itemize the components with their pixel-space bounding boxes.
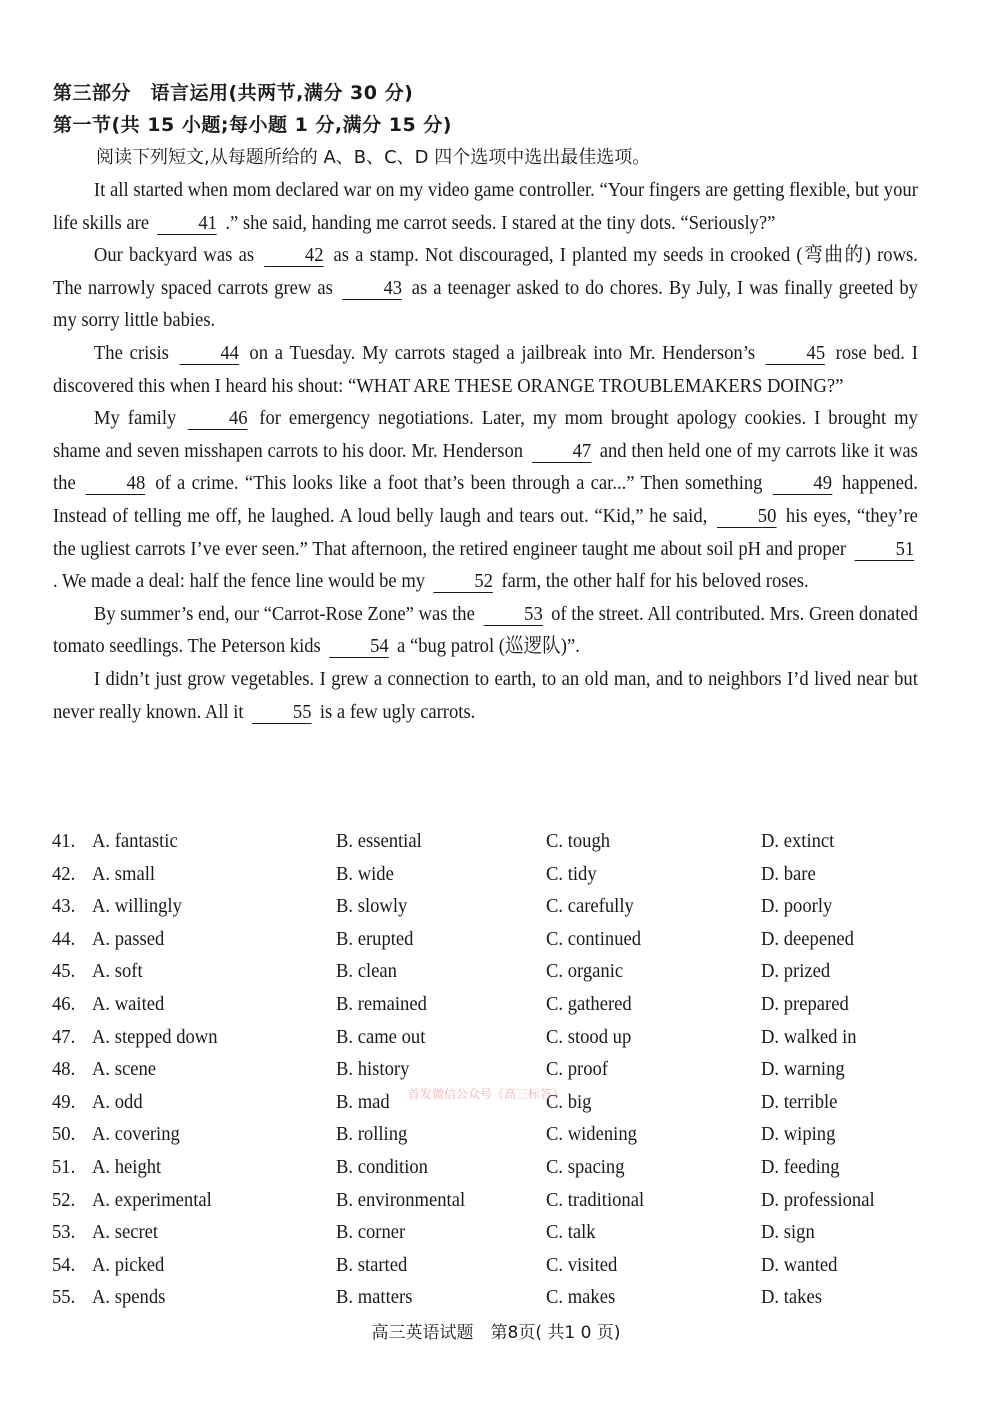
- question-number: 51.: [52, 1155, 76, 1178]
- option-b: B. mad: [336, 1090, 390, 1113]
- question-number: 44.: [52, 927, 76, 950]
- option-a: A. soft: [92, 960, 143, 983]
- option-b: B. erupted: [336, 927, 414, 950]
- passage-text: rose bed. I discovered this when I heard his shout: “WHAT ARE THESE ORANGE TROUBLEMAKERS DOING?”: [53, 341, 918, 397]
- passage-text: of a crime. “This looks like a foot that’s been through a car...” Then something: [155, 472, 763, 495]
- option-a: A. secret: [92, 1221, 159, 1244]
- question-number: 45.: [52, 960, 76, 983]
- passage-text: It all started when mom declared war on my video game controller. “Your fingers are getting flexible, but your life skills are: [53, 179, 918, 234]
- passage-text: on a Tuesday. My carrots staged a jailbreak into Mr. Henderson’s: [249, 341, 756, 364]
- blank-54: 54: [329, 635, 389, 658]
- question-row: [52, 924, 952, 957]
- option-a: A. experimental: [92, 1188, 212, 1211]
- passage-paragraph: [53, 663, 918, 728]
- blank-47: 47: [532, 440, 592, 463]
- option-a: A. spends: [92, 1286, 166, 1309]
- blank-44: 44: [179, 342, 239, 365]
- blank-49: 49: [772, 472, 832, 495]
- option-c: C. carefully: [546, 895, 634, 918]
- option-d: D. wanted: [761, 1253, 838, 1276]
- option-d: D. terrible: [761, 1090, 838, 1113]
- passage-text: . We made a deal: half the fence line would be my: [53, 570, 426, 593]
- option-d: D. feeding: [761, 1155, 840, 1178]
- option-c: C. talk: [546, 1221, 596, 1244]
- option-c: C. big: [546, 1090, 592, 1113]
- passage-text: is a few ugly carrots.: [319, 700, 476, 723]
- option-b: B. clean: [336, 960, 397, 983]
- option-d: D. takes: [761, 1286, 822, 1309]
- option-a: A. covering: [92, 1123, 180, 1146]
- blank-50: 50: [717, 505, 777, 528]
- option-a: A. fantastic: [92, 830, 178, 852]
- question-row: [52, 956, 952, 989]
- options-list: [52, 826, 952, 1315]
- question-number: 46.: [52, 992, 76, 1015]
- passage-text: .” she said, handing me carrot seeds. I stared at the tiny dots. “Seriously?”: [225, 211, 776, 234]
- option-d: D. professional: [761, 1188, 875, 1211]
- option-a: A. height: [92, 1155, 162, 1178]
- option-d: D. extinct: [761, 830, 835, 852]
- option-a: A. scene: [92, 1058, 157, 1081]
- cloze-passage: [53, 174, 918, 728]
- question-row: [52, 826, 952, 859]
- question-row: [52, 1054, 952, 1087]
- question-number: 48.: [52, 1058, 76, 1081]
- passage-text: The crisis: [93, 341, 169, 364]
- option-b: B. corner: [336, 1221, 406, 1244]
- passage-paragraph: [53, 174, 918, 239]
- option-a: A. willingly: [92, 895, 182, 918]
- passage-paragraph: [53, 402, 918, 598]
- blank-45: 45: [766, 342, 826, 365]
- question-number: 49.: [52, 1090, 76, 1113]
- passage-text: By summer’s end, our “Carrot-Rose Zone” was the: [93, 602, 475, 625]
- option-d: D. sign: [761, 1221, 815, 1244]
- option-c: C. spacing: [546, 1155, 625, 1178]
- option-b: B. remained: [336, 992, 427, 1015]
- blank-52: 52: [433, 570, 493, 593]
- passage-text: Our backyard was as: [93, 244, 255, 267]
- passage-text: as a stamp. Not discouraged, I planted my seeds in crooked (弯曲的) rows. The narrowly spaced carrots grew as: [53, 244, 918, 299]
- question-row: [52, 891, 952, 924]
- option-a: A. small: [92, 862, 156, 885]
- question-row: [52, 1119, 952, 1152]
- question-row: [52, 1185, 952, 1218]
- option-c: C. tidy: [546, 862, 597, 885]
- option-b: B. essential: [336, 830, 422, 852]
- option-d: D. warning: [761, 1058, 845, 1081]
- option-c: C. gathered: [546, 992, 632, 1015]
- option-a: A. waited: [92, 992, 165, 1015]
- option-c: C. continued: [546, 927, 642, 950]
- option-c: C. organic: [546, 960, 624, 983]
- passage-text: a “bug patrol (巡逻队)”.: [397, 635, 580, 658]
- part-title: 第三部分 语言运用(共两节,满分 30 分): [53, 82, 414, 104]
- passage-text: and then held one of my carrots like it was the: [53, 439, 918, 495]
- blank-48: 48: [86, 472, 146, 495]
- option-a: A. passed: [92, 927, 165, 950]
- instructions: 阅读下列短文,从每题所给的 A、B、C、D 四个选项中选出最佳选项。: [96, 147, 651, 168]
- option-c: C. widening: [546, 1123, 637, 1146]
- option-d: D. poorly: [761, 895, 833, 918]
- option-b: B. slowly: [336, 895, 408, 918]
- option-a: A. picked: [92, 1253, 165, 1276]
- blank-43: 43: [343, 277, 403, 300]
- option-b: B. came out: [336, 1025, 426, 1048]
- passage-paragraph: [53, 239, 918, 337]
- option-d: D. wiping: [761, 1123, 836, 1146]
- question-number: 52.: [52, 1188, 76, 1211]
- option-c: C. stood up: [546, 1025, 632, 1048]
- option-b: B. environmental: [336, 1188, 466, 1211]
- passage-text: I didn’t just grow vegetables. I grew a connection to earth, to an old man, and to neighbors I’d lived near but never really known. All it: [53, 667, 918, 723]
- option-a: A. odd: [92, 1090, 143, 1113]
- watermark: 首发微信公众号《高三标答》: [408, 1087, 565, 1101]
- blank-42: 42: [264, 244, 324, 267]
- option-c: C. proof: [546, 1058, 609, 1081]
- option-d: D. prepared: [761, 992, 849, 1015]
- question-row: [52, 1282, 952, 1315]
- option-b: B. history: [336, 1058, 410, 1081]
- option-d: D. deepened: [761, 927, 854, 950]
- question-number: 42.: [52, 862, 76, 885]
- question-row: [52, 1022, 952, 1055]
- question-row: [52, 859, 952, 892]
- option-c: C. traditional: [546, 1188, 645, 1211]
- option-b: B. condition: [336, 1155, 428, 1178]
- question-number: 50.: [52, 1123, 76, 1146]
- question-row: [52, 989, 952, 1022]
- passage-paragraph: [53, 337, 918, 402]
- question-number: 43.: [52, 895, 76, 918]
- question-row: [52, 1217, 952, 1250]
- page-footer: 高三英语试题 第8页( 共1 0 页): [371, 1323, 621, 1343]
- option-a: A. stepped down: [92, 1025, 218, 1048]
- passage-text: My family: [93, 407, 177, 430]
- question-number: 55.: [52, 1286, 76, 1309]
- option-b: B. started: [336, 1253, 408, 1276]
- passage-text: for emergency negotiations. Later, my mom brought apology cookies. I brought my shame and seven misshapen carrots to his door. Mr. Henderson: [53, 407, 918, 462]
- blank-55: 55: [252, 701, 312, 724]
- blank-46: 46: [188, 407, 248, 430]
- blank-51: 51: [855, 538, 915, 561]
- question-number: 53.: [52, 1221, 76, 1244]
- question-row: [52, 1250, 952, 1283]
- question-number: 54.: [52, 1253, 76, 1276]
- question-number: 47.: [52, 1025, 76, 1048]
- option-d: D. bare: [761, 862, 816, 885]
- passage-text: farm, the other half for his beloved roses.: [501, 570, 809, 593]
- option-d: D. prized: [761, 960, 831, 983]
- question-number: 41.: [52, 830, 76, 852]
- option-b: B. wide: [336, 862, 394, 885]
- option-c: C. makes: [546, 1286, 616, 1309]
- blank-41: 41: [157, 212, 217, 235]
- passage-text: his eyes, “they’re the ugliest carrots I’ve ever seen.” That afternoon, the retired engineer taught me about soil pH and proper: [53, 504, 918, 560]
- option-c: C. tough: [546, 830, 611, 852]
- passage-text: of the street. All contributed. Mrs. Green donated tomato seedlings. The Peterson kids: [53, 602, 918, 658]
- option-d: D. walked in: [761, 1025, 857, 1048]
- blank-53: 53: [483, 603, 543, 626]
- section-title: 第一节(共 15 小题;每小题 1 分,满分 15 分): [53, 114, 452, 136]
- option-c: C. visited: [546, 1253, 618, 1276]
- option-b: B. matters: [336, 1286, 413, 1309]
- passage-paragraph: [53, 598, 918, 663]
- passage-text: as a teenager asked to do chores. By July, I was finally greeted by my sorry little babies.: [53, 276, 918, 332]
- passage-text: happened. Instead of telling me off, he laughed. A loud belly laugh and tears out. “Kid,” he said,: [53, 472, 918, 527]
- question-row: [52, 1152, 952, 1185]
- option-b: B. rolling: [336, 1123, 408, 1146]
